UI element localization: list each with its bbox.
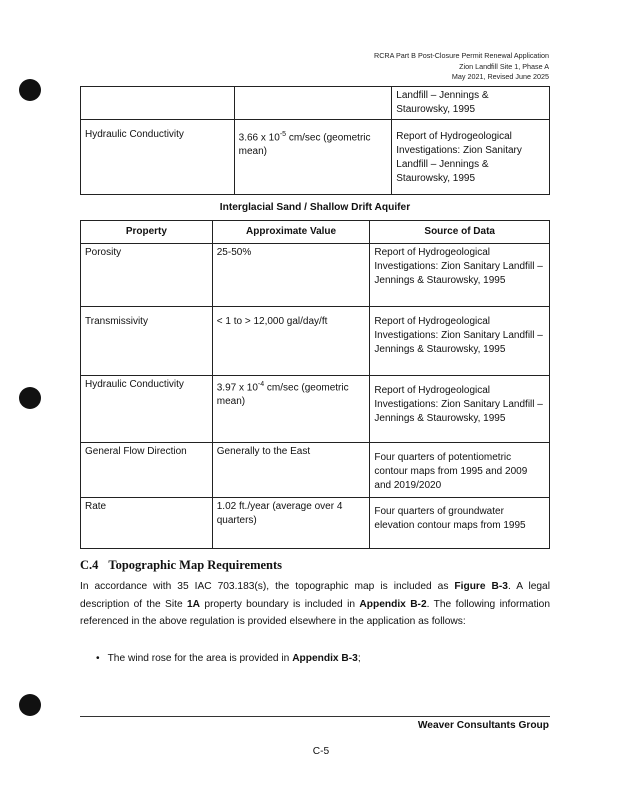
column-header-source: Source of Data bbox=[370, 221, 550, 244]
source-cell: Report of Hydrogeological Investigations: Zion Sanitary Landfill – Jennings & Staurowsky, 1995 bbox=[370, 376, 550, 443]
property-cell bbox=[81, 87, 235, 120]
header-line-2: Zion Landfill Site 1, Phase A bbox=[459, 61, 549, 71]
value-cell: 3.66 x $10^{-5}$ cm/sec (geometric mean) bbox=[234, 120, 392, 195]
property-cell: Porosity bbox=[81, 244, 213, 307]
property-cell: Hydraulic Conductivity bbox=[81, 120, 235, 195]
footer-company: Weaver Consultants Group bbox=[417, 720, 549, 731]
table-title: Interglacial Sand / Shallow Drift Aquifer bbox=[219, 202, 411, 213]
source-cell: Four quarters of groundwater elevation contour maps from 1995 bbox=[370, 498, 550, 549]
header-line-1: RCRA Part B Post-Closure Permit Renewal Application bbox=[374, 51, 549, 60]
section-number: C.4 bbox=[80, 558, 99, 572]
binder-hole-middle bbox=[19, 387, 41, 409]
table-row bbox=[81, 87, 550, 120]
page-header bbox=[374, 51, 549, 83]
property-cell: Rate bbox=[81, 498, 213, 549]
table-row bbox=[81, 498, 550, 549]
value-cell: 25-50% bbox=[212, 244, 370, 307]
source-cell: Four quarters of potentiometric contour maps from 1995 and 2009 and 2019/2020 bbox=[370, 443, 550, 498]
page-number: C-5 bbox=[312, 746, 330, 757]
table-row bbox=[81, 244, 550, 307]
value-cell: < 1 to > 12,000 gal/day/ft bbox=[212, 307, 370, 376]
value-cell: Generally to the East bbox=[212, 443, 370, 498]
body-paragraph: In accordance with 35 IAC 703.183(s), the topographic map is included as Figure B-3. A legal description of the Site 1A property boundary is included in Appendix B-2. The following information referenced in the above regulation is provided elsewhere in the application as follows: bbox=[80, 581, 550, 627]
table-row bbox=[81, 307, 550, 376]
table-row bbox=[81, 120, 550, 195]
column-header-value: Approximate Value bbox=[212, 221, 370, 244]
binder-hole-bottom bbox=[19, 694, 41, 716]
header-line-3: May 2021, Revised June 2025 bbox=[451, 72, 549, 82]
property-cell: Hydraulic Conductivity bbox=[81, 376, 213, 443]
footer-divider bbox=[80, 716, 550, 717]
aquifer-table bbox=[80, 220, 550, 549]
continued-table bbox=[80, 86, 550, 195]
column-header-property: Property bbox=[81, 221, 213, 244]
binder-hole-top bbox=[19, 79, 41, 101]
table-header-row bbox=[81, 221, 550, 244]
value-cell: 3.97 x $10^{-4}$ cm/sec (geometric mean) bbox=[212, 376, 370, 443]
value-cell bbox=[234, 87, 392, 120]
property-cell: General Flow Direction bbox=[81, 443, 213, 498]
table-row bbox=[81, 443, 550, 498]
table-row bbox=[81, 376, 550, 443]
value-cell: 1.02 ft./year (average over 4 quarters) bbox=[212, 498, 370, 549]
source-cell: Report of Hydrogeological Investigations: Zion Sanitary Landfill – Jennings & Staurowsky, 1995 bbox=[370, 244, 550, 307]
bullet-icon: • bbox=[96, 653, 100, 664]
property-cell: Transmissivity bbox=[81, 307, 213, 376]
source-cell: Report of Hydrogeological Investigations: Zion Sanitary Landfill – Jennings & Staurowsky, 1995 bbox=[370, 307, 550, 376]
list-item: • The wind rose for the area is provided in Appendix B-3; bbox=[96, 653, 361, 664]
source-cell: Report of Hydrogeological Investigations: Zion Sanitary Landfill – Jennings & Staurowsky, 1995 bbox=[392, 120, 550, 195]
source-cell: Landfill – Jennings & Staurowsky, 1995 bbox=[392, 87, 550, 120]
section-title: Topographic Map Requirements bbox=[108, 558, 283, 572]
section-heading bbox=[80, 558, 282, 573]
